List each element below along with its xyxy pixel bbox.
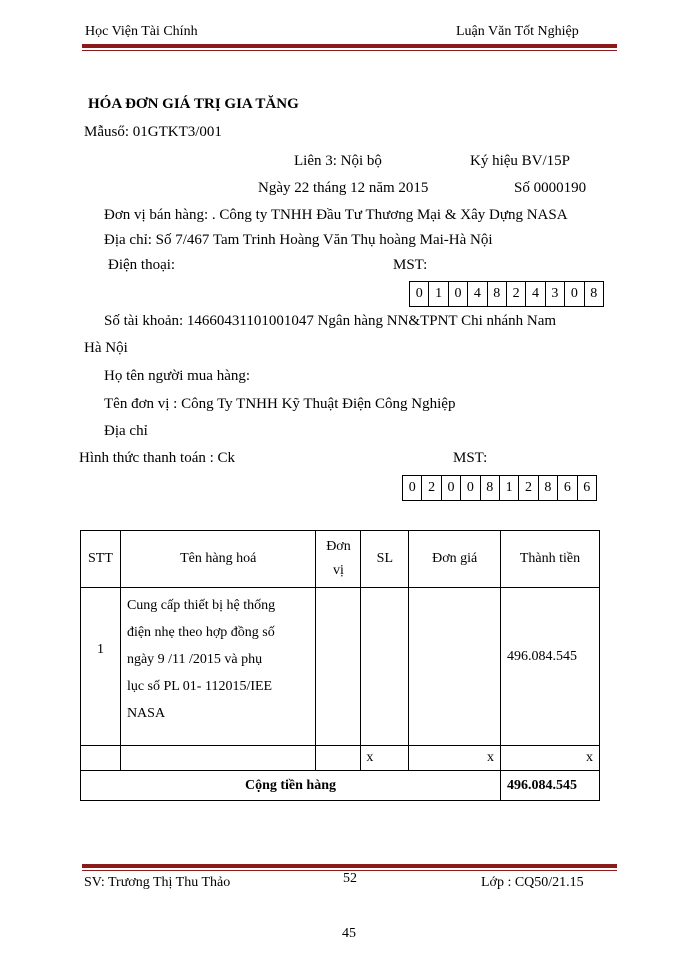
invoice-table (80, 530, 600, 801)
buyer-name: Họ tên người mua hàng: (104, 368, 251, 384)
symbol-label: Ký hiệu BV/15P (470, 153, 571, 169)
row-name-line: ngày 9 /11 /2015 và phụ (126, 652, 263, 667)
buyer-address: Địa chỉ (104, 423, 148, 439)
tax-digit: 0 (449, 281, 468, 307)
row-name (120, 588, 316, 746)
tax-digit: 6 (558, 475, 577, 501)
th-unit-line-1: Đơn (326, 539, 351, 554)
account-line-cont: Hà Nội (84, 340, 128, 356)
row-amount: 496.084.545 (501, 588, 600, 746)
row-name-line: lục số PL 01- 112015/IEE (126, 679, 273, 694)
th-stt: STT (81, 531, 121, 588)
tax-digit: 3 (546, 281, 565, 307)
invoice-date: Ngày 22 tháng 12 năm 2015 (258, 180, 429, 196)
seller-phone: Điện thoại: (108, 257, 176, 273)
total-value: 496.084.545 (501, 771, 600, 801)
table-row (81, 588, 600, 746)
header-rule-thin (82, 50, 617, 51)
tax-digit: 6 (578, 475, 597, 501)
tax-digit: 8 (585, 281, 604, 307)
payment-method: Hình thức thanh toán : Ck (79, 450, 236, 466)
buyer-unit: Tên đơn vị : Công Ty TNHH Kỹ Thuật Điện Công Nghiệp (104, 396, 456, 412)
tax-digit: 8 (539, 475, 558, 501)
copy-label: Liên 3: Nội bộ (294, 153, 382, 169)
tax-digit: 1 (500, 475, 519, 501)
row-name-line: Cung cấp thiết bị hệ thống (126, 598, 276, 613)
row-name-line: NASA (126, 706, 166, 721)
footer-inner-page: 52 (343, 871, 357, 886)
form-number: Mẫuső: 01GTKT3/001 (84, 124, 222, 140)
header-doc-type: Luận Văn Tốt Nghiệp (456, 24, 579, 39)
tax-digit: 0 (403, 475, 422, 501)
total-label: Cộng tiền hàng (81, 771, 501, 801)
footer-rule (82, 864, 617, 868)
th-qty: SL (361, 531, 409, 588)
seller-tax-label: MST: (393, 257, 428, 273)
invoice-title: HÓA ĐƠN GIÁ TRỊ GIA TĂNG (88, 96, 299, 112)
seller-unit: Đơn vị bán hàng: . Công ty TNHH Đầu Tư Thương Mại & Xây Dựng NASA (104, 207, 568, 223)
tax-digit: 4 (526, 281, 545, 307)
x-amount: x (501, 746, 600, 771)
tax-digit: 0 (461, 475, 480, 501)
tax-digit: 4 (468, 281, 487, 307)
seller-address: Địa chỉ: Số 7/467 Tam Trinh Hoàng Văn Thụ hoàng Mai-Hà Nội (104, 232, 493, 248)
tax-digit: 0 (410, 281, 429, 307)
th-amount: Thành tiền (501, 531, 600, 588)
tax-digit: 1 (429, 281, 448, 307)
buyer-tax-code-boxes (402, 475, 597, 501)
th-price: Đơn giá (409, 531, 501, 588)
row-unit (316, 588, 361, 746)
header-rule (82, 44, 617, 48)
tax-digit: 0 (565, 281, 584, 307)
th-unit-line-2: vị (333, 563, 344, 578)
tax-digit: 8 (481, 475, 500, 501)
seller-tax-code-boxes (409, 281, 604, 307)
row-stt: 1 (81, 588, 121, 746)
th-name: Tên hàng hoá (120, 531, 316, 588)
footer-class: Lớp : CQ50/21.15 (481, 875, 584, 890)
x-price: x (409, 746, 501, 771)
th-unit (316, 531, 361, 588)
table-total-row (81, 771, 600, 801)
row-price (409, 588, 501, 746)
table-x-row (81, 746, 600, 771)
row-name-line: điện nhẹ theo hợp đồng số (126, 625, 275, 640)
invoice-number: Số 0000190 (514, 180, 587, 196)
account-line: Số tài khoản: 14660431101001047 Ngân hàng NN&TPNT Chi nhánh Nam (104, 313, 557, 329)
tax-digit: 2 (507, 281, 526, 307)
footer-student: SV: Trương Thị Thu Thảo (84, 875, 231, 890)
x-qty: x (361, 746, 409, 771)
tax-digit: 2 (422, 475, 441, 501)
header-school: Học Viện Tài Chính (85, 24, 198, 39)
table-header-row (81, 531, 600, 588)
tax-digit: 2 (519, 475, 538, 501)
page-number: 45 (342, 926, 356, 941)
tax-digit: 8 (488, 281, 507, 307)
tax-digit: 0 (442, 475, 461, 501)
row-qty (361, 588, 409, 746)
buyer-tax-label: MST: (453, 450, 488, 466)
